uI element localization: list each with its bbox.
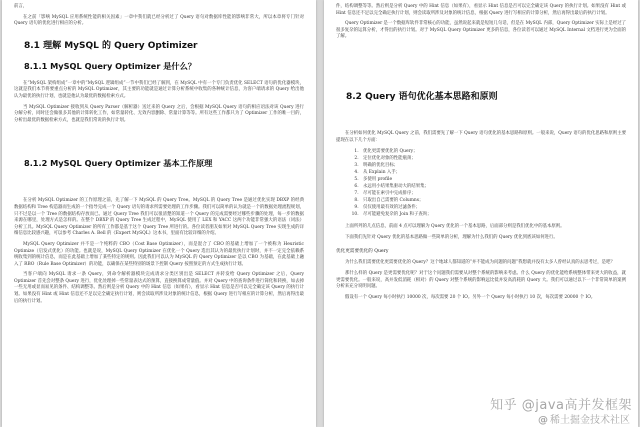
at-sign: @ <box>538 415 548 426</box>
spacer <box>14 128 304 148</box>
list-item: 1. 优化更需要优化的 Query； <box>360 148 626 155</box>
juejin-watermark <box>538 411 630 426</box>
spacer <box>336 45 626 79</box>
section-8-1-1-title: 8.1.1 MySQL Query Optimizer 是什么？ <box>24 60 196 71</box>
list-item: 6. 永远用小结果集驱动大的结果集； <box>360 183 626 190</box>
section-8-1-2-title: 8.1.2 MySQL Query Optimizer 基本工作原理 <box>24 158 213 169</box>
paragraph: MySQL Query Optimizer 并不是一个纯粹的 CBO（Cost Base Optimizer），而是混合了 CBO 的基础上增加了一个被称为 Heuristic Optimize（启发式优化）的功能。也就是说，MySQL Query Optimizer 在优化一个 Query 选出其认为的最优执行计划时，并不一定完全依赖系统收集到的统计信息，而是在此基础上增加了某些特定的规则。因此我们可以认为 MySQL 的 Query Optimizer 是以 CBO 为基础，在此基础上融入了 RBO（Rule Base Optimizer）的功能，以确保在某些特别的场景下控制 Query 按照预定的方式生成执行计划。 <box>14 241 304 267</box>
paragraph: 件，结构调整等等。然后则是分析 Query 中的 Hint 信息（如果有），看显示 Hint 信息是否可以完全确定该 Query 的执行计划。如果没有 Hint 或 Hint 信息还不足以完全确定执行计划，则会读取所涉及对象的统计信息，根据 Query 进行写相应的计算分析，然后再得出最后的执行计划。 <box>336 4 626 16</box>
list-item: 2. 定位优化对象的性能瓶颈； <box>360 155 626 162</box>
list-item: 10. 尽可能避免复杂的 Join 和子查询； <box>360 211 626 218</box>
list-item: 9. 仅仅使用最有效的过滤条件； <box>360 204 626 211</box>
paragraph: 下面我们先针对 Query 优化的基本思路做一些简单的分析，理解为什么我们的 Query 优化到底该如何进行。 <box>345 234 558 240</box>
list-item: 5. 多使用 profile <box>360 176 626 183</box>
list-item: 7. 尽可能在索引中完成排序； <box>360 190 626 197</box>
spacer <box>14 178 304 198</box>
spacer <box>336 111 626 131</box>
intro-paragraph: 在之前「影响 MySQL 应用系统性能的相关因素」一章中我们就已经分析过了 Query 语句对数据库性能的影响非常大，所以本章将专门针对 Query 语句的优化进行相应的分析。 <box>14 14 304 27</box>
paragraph: 上面所列的几点信息，前面 4 点可以理解为 Query 优化的一个基本思路，后面部分则是我们优化中的基本原则。 <box>345 224 565 230</box>
paragraph: Query Optimizer 是一个数据库软件非常核心的功能，虽然说起来就是短短几句话，但是在 MySQL 内部，Query Optimizer 实际上是经过了很多复杂的运算分析，才得出的执行计划。对于 MySQL Query Optimizer 更多的信息，各位读者可以通过 MySQL Internal 文档进行更为全面的了解。 <box>336 21 626 40</box>
right-page-content <box>336 4 626 305</box>
paragraph: 当客户端向 MySQL 请求一条 Query，到命令解析器模块完成请求分类区别出是 SELECT 并转发给 Query Optimizer 之后，Query Optimizer 首先会对整条 Query 进行，优化处理掉一些常量表达式的预算，直接换算成常量值。并对 Query 中的查询条件进行简化和转换，如去掉一些无用或显而易见的条件、结构调整等。然后则是分析 Query 中的 Hint 信息（如果有），看显示 Hint 信息是否可以完全确定该 Query 的执行计划。如果没有 Hint 或 Hint 信息还不足以完全确定执行计划，则会读取所涉及对象的统计信息，根据 Query 进行写相应的计算分析，然后再得出最后的执行计划。 <box>14 272 304 304</box>
optimization-principles-list <box>336 148 626 218</box>
subsection-title: 优化更需要优化的 Query <box>336 249 389 255</box>
paragraph: 在“MySQL 架构组成”一章中的“MySQL 逻辑组成”一节中我们已经了解到，在 MySQL 中有一个专门负责优化 SELECT 语句的优化器模块，这就是我们本节将要重点分析的 MySQL Optimizer，其主要的功能就是通过计算分析系统中收集的各种统计信息，为客户端请求的 Query 给出他认为最优的执行计划，也就是他认为最优的数据检索方式。 <box>14 80 304 99</box>
paragraph: 那什么样的 Query 是更需要优化呢？对于这个问题我们需要从对整个系统的影响来考虑。什么 Query 的优化能给系统整体带来更大的收益，就更需要优化。一般来说，高并发低消耗（相对）的 Query 对整个系统的影响远比低并发高消耗的 Query 大。我们可以通过以下一个非常简单的案例分析来充分说明问题。 <box>336 270 626 290</box>
list-item: 8. 只取出自己需要的 Columns； <box>360 197 626 204</box>
intro-heading: 前言， <box>14 4 28 9</box>
left-page-content <box>14 4 304 309</box>
list-item: 3. 明确的优化目标； <box>360 162 626 169</box>
zhihu-watermark: 知乎 @java高并发框架 <box>490 398 632 413</box>
section-8-2-title: 8.2 Query 语句优化基本思路和原则 <box>346 91 498 102</box>
left-page <box>2 0 316 427</box>
paragraph: 为什么我们需要优化更需要优化的 Query？这个地球人都知道的“并不能成为问题的问题”我想就并没有太多人曾经认真的去思考过，是吧？ <box>345 260 615 266</box>
list-item: 4. 从 Explain 入手； <box>360 169 626 176</box>
paragraph: 在分析 MySQL Optimizer 的工作原理之前，先了解一下 MySQL 的 Query Tree。MySQL 的 Query Tree 是通过优化实现 DBXP 的经典数据结构和 Tree 构造器而生成的一个指导完成一个 Query 语句的请求所需要处理的工作步骤。我们可以简单的认为就是一个的数据处理流程规划，只不过是以一个 Tree 的数据结构存放而已。通过 Query Tree 我们可以很清楚的知道一个 Query 的完成需要经过哪些步骤的处理，每一步的数据来源在哪里，处理方式是怎样的。在整个 DBXP 的 Query Tree 生成过程中，MySQL 使用了 LEX 和 YACC 这两个功能非常强大的语法（词法）分析工具。MySQL Query Optimizer 的所有工作都是基于这个 Query Tree 所进行的。各位读者朋友如果对 MySQL Query Tree 实现生成的详细信息比较感兴趣，可以参考 Charles A. Bell 的《Expert MySQL》这本书，里面有比较详细的介绍。 <box>14 198 304 237</box>
right-page <box>324 0 638 427</box>
paragraph: 当 MySQL Optimizer 接收到从 Query Parser（解析器）送过来的 Query 之后，会根据 MySQL Query 语句的相应语法对该 Query 进行分解分析，同时还会做很多其他的计算转化工作，如常量转化、无效内容删除、常量计算等等。所有这些工作都只为了 Optimizer 工作的唯一目的，分析出最优的数据检索方式，也就是我们常说的执行计划。 <box>14 104 304 123</box>
paragraph: 假设有一个 Query 每小时执行 10000 次，每次需要 20 个 IO。另外一个 Query 每小时执行 10 次，每次需要 20000 个 IO。 <box>345 294 596 300</box>
watermark-text: 稀土掘金技术社区 <box>550 415 630 426</box>
section-8-1-title: 8.1 理解 MySQL 的 Query Optimizer <box>24 40 198 51</box>
paragraph: 在分析如何优化 MySQL Query 之前，我们需要先了解一下 Query 语句优化的基本思路和原则。一般来说，Query 语句的优化思路和原则主要提现在以下几个方面： <box>336 130 626 143</box>
